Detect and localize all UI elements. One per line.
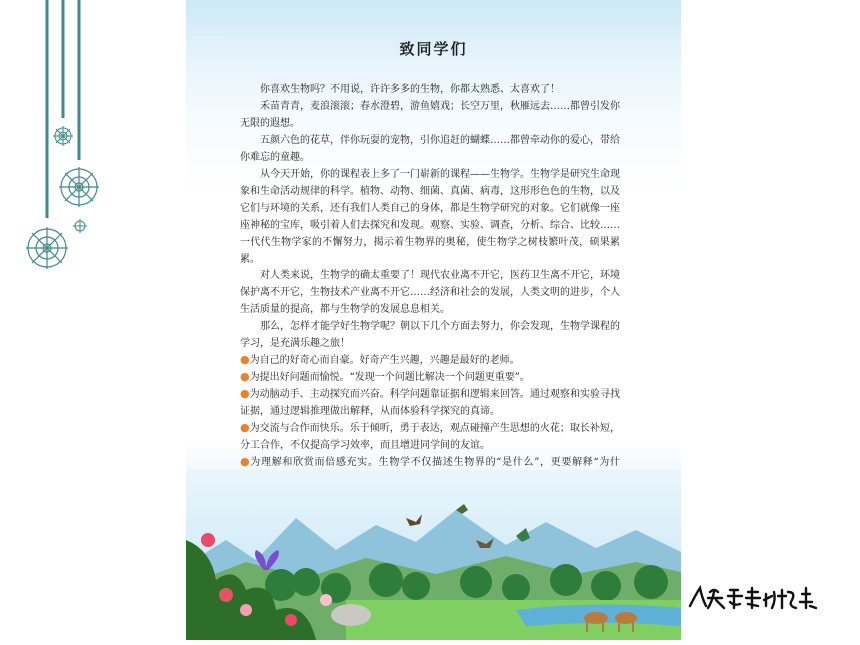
paragraph: 对人类来说，生物学的确太重要了！现代农业离不开它，医药卫生离不开它，环境保护离不开它，生物技术产业离不开它……经济和社会的发展，人类文明的进步，个人生活质量的提高，都与生物学的发展息息相关。 [240, 270, 620, 315]
bullet-icon: ● [240, 387, 250, 400]
list-item: ●为提出好问题而愉悦。“发现一个问题比解决一个问题更重要”。 [240, 370, 530, 383]
bullet-icon: ● [240, 370, 250, 383]
snowflake-ornament-icon [53, 126, 73, 146]
page-title: 致同学们 [399, 40, 468, 58]
bullet-icon: ● [240, 455, 251, 468]
list-item: ●为交流与合作而快乐。乐于倾听，勇于表达，观点碰撞产生思想的火花；取长补短，分工合作，不仅提高学习效率，而且增进同学间的友谊。 [240, 421, 620, 451]
paragraph: 从今天开始，你的课程表上多了一门崭新的课程——生物学。生物学是研究生命现象和生命活动规律的科学。植物、动物、细菌、真菌、病毒，这形形色色的生物，以及它们与环境的关系，还有我们人类自己的身体，都是生物学研究的对象。它们就像一座座神秘的宝库，吸引着人们去探究和发现。观察、实验、调查，分析、综合、比较……一代代生物学家的不懈努力，揭示着生物界的奥秘，使生物学之树枝繁叶茂，硕果累累。 [240, 169, 620, 265]
textbook-page [186, 0, 681, 640]
decorative-ribbons [0, 0, 110, 280]
snowflake-ornament-icon [26, 227, 68, 269]
list-item: ●为自己的好奇心而自豪。好奇产生兴趣，兴趣是最好的老师。 [240, 353, 520, 366]
paragraph: 你喜欢生物吗？不用说，许许多多的生物，你都太熟悉、太喜欢了！ [260, 84, 560, 95]
decorative-dots: ........ [192, 30, 226, 41]
paragraph: 那么，怎样才能学好生物学呢？朝以下几个方面去努力，你会发现，生物学课程的学习，是充满乐趣之旅！ [240, 321, 620, 349]
paragraph: 禾苗青青，麦浪滚滚；春水澄碧，游鱼嬉戏；长空万里，秋雁远去……都曾引发你无限的遐想。 [240, 101, 620, 129]
rock [331, 604, 371, 626]
snowflake-ornament-icon [59, 167, 99, 207]
publisher-logo [686, 584, 820, 612]
list-item: ●为动脑动手、主动探究而兴奋。科学问题靠证据和逻辑来回答。通过观察和实验寻找证据，通过逻辑推理做出解释，从而体验科学探究的真谛。 [240, 387, 620, 417]
bullet-icon: ● [240, 421, 250, 434]
list-item: ●为理解和欣赏而倍感充实。生物学不仅描述生物界的“是什么”，更要解释“为什 [240, 455, 620, 468]
bullet-icon: ● [240, 353, 250, 366]
nature-scenery [186, 470, 681, 640]
paragraph: 五颜六色的花草，伴你玩耍的宠物，引你追赶的蝴蝶……都曾牵动你的爱心，带给你难忘的童趣。 [240, 135, 620, 163]
snowflake-ornament-icon [73, 219, 87, 233]
